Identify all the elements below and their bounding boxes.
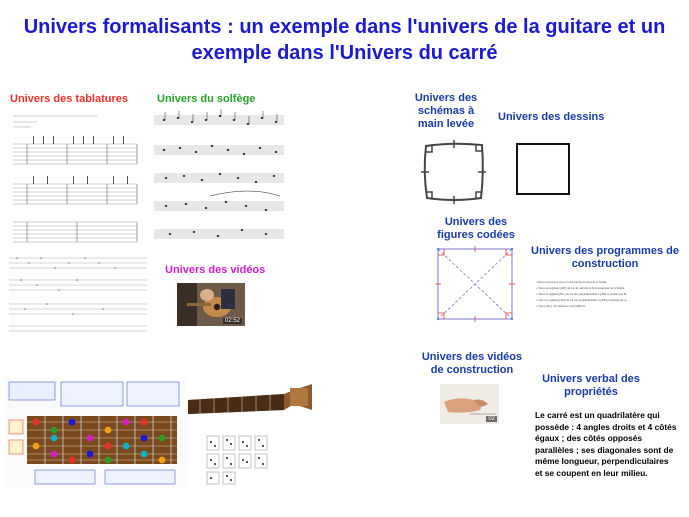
program-step: o Trace [DC]. Tu obtiens le carré ABCD.: [536, 304, 586, 308]
video-duration: 02:52: [224, 318, 240, 324]
drawn-square: [516, 143, 570, 195]
tablature-strip: [7, 252, 150, 340]
verbal-properties-text: Le carré est un quadrilatère qui possède : 4 angles droits et 4 côtés égaux ; des côtés opposés parallèles ; ses diagonales sont de même longueur, perpendiculaires et se coupent en leur milieu.: [535, 410, 677, 478]
fretboard-diagram: [5, 380, 187, 488]
guitar-neck-image: [188, 380, 312, 422]
solfege-label: Univers du solfège: [157, 93, 256, 105]
program-step: o Place un point A vers le bord gauche en haut de ta feuille.: [536, 280, 608, 284]
video-duration: 02: [488, 416, 495, 422]
program-step: o Trace le segment [BC] de 14 cm, perpendiculaire à [AB] et passant par B.: [536, 292, 627, 296]
drawing-label: Univers des dessins: [498, 111, 605, 123]
coded-square: [432, 243, 518, 323]
construction-video-thumbnail[interactable]: [440, 384, 499, 424]
guitar-neck-drawing: [188, 380, 312, 422]
tablatures-label: Univers des tablatures: [10, 93, 128, 105]
tablature-sheet: [7, 108, 145, 248]
videos-label: Univers des vidéos: [165, 264, 266, 276]
sketch-label: Univers des schémas à main levée: [414, 92, 478, 130]
programs-label: Univers des programmes de construction: [531, 245, 679, 270]
program-step: o Trace un segment [AB] de 14 cm, suivant le bord supérieur de ta feuille.: [536, 286, 625, 290]
sketch-square: [418, 136, 490, 206]
tablature-staves: [7, 108, 145, 248]
guitar-video-thumbnail[interactable]: [177, 283, 245, 326]
solfege-sheet: [150, 108, 288, 248]
chord-grid: [205, 434, 269, 486]
program-step: o Trace le segment [AD] de 14 cm, perpendiculaire à [AB] et passant par A.: [536, 298, 628, 302]
chord-diagrams: [205, 434, 269, 486]
fretboard-notes: [5, 380, 187, 488]
coded-label: Univers des figures codées: [437, 216, 515, 241]
program-steps: [536, 279, 682, 309]
hand-drawn-square: [418, 136, 490, 206]
coded-square-drawing: [432, 243, 518, 323]
tablature-strip-lines: [7, 252, 150, 340]
music-staves: [150, 108, 288, 248]
page-title: Univers formalisants : un exemple dans l'univers de la guitare et un exemple dans l'Univers du carré: [23, 16, 666, 64]
verbal-label: Univers verbal des propriétés: [542, 373, 640, 398]
construction-videos-label: Univers des vidéos de construction: [421, 351, 523, 376]
